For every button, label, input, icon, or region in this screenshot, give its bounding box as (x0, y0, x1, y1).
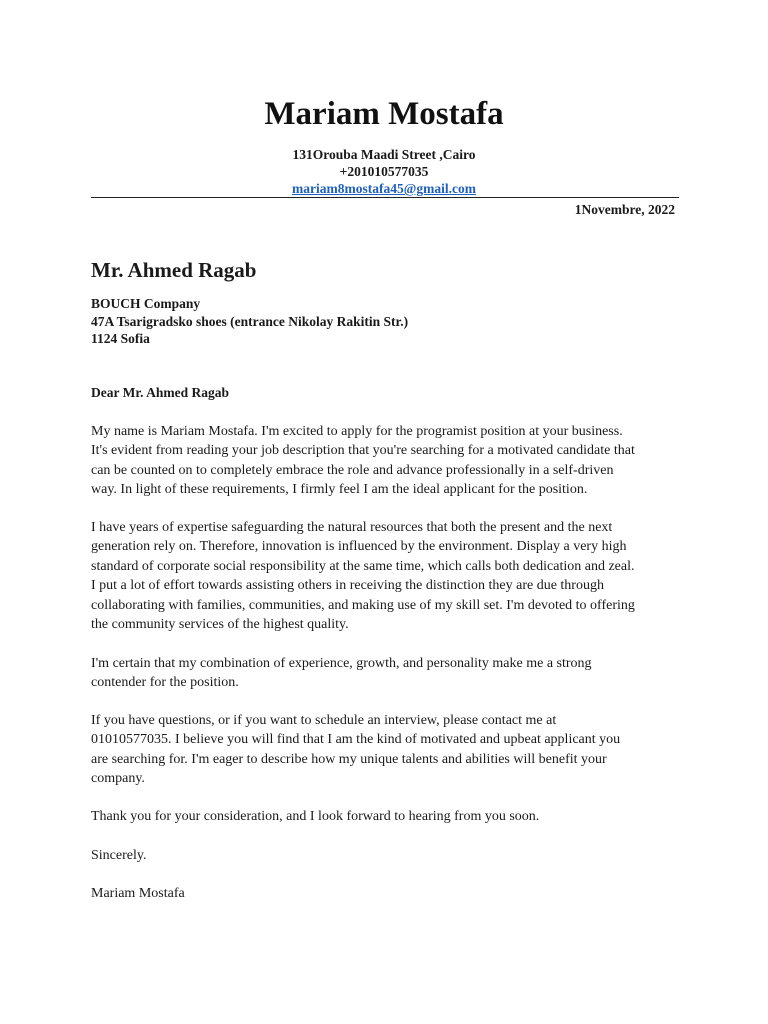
paragraph-line: It's evident from reading your job description that you're searching for a motivated candidate that (91, 443, 635, 459)
sender-address: 131Orouba Maadi Street ,Cairo (292, 147, 476, 162)
paragraph-line: company. (91, 771, 145, 787)
signature-name: Mariam Mostafa (91, 886, 185, 901)
sender-contact-block (0, 146, 768, 197)
paragraph-line: I have years of expertise safeguarding the natural resources that both the present and the next (91, 520, 613, 535)
sender-name: Mariam Mostafa (264, 96, 504, 132)
paragraph-line: If you have questions, or if you want to schedule an interview, please contact me at (91, 713, 557, 728)
body-paragraph-certainty (91, 654, 691, 693)
paragraph-line: standard of corporate social responsibility at the same time, which calls both dedication and zeal. (91, 558, 635, 574)
paragraph-line: I'm certain that my combination of experience, growth, and personality make me a strong (91, 656, 592, 671)
paragraph-line: way. In light of these requirements, I firmly feel I am the ideal applicant for the position. (91, 482, 588, 498)
signature (91, 884, 691, 903)
paragraph-line: I put a lot of effort towards assisting others in receiving the distinction they are due through (91, 578, 604, 594)
sender-email-link[interactable]: mariam8mostafa45@gmail.com (292, 181, 476, 196)
paragraph-line: generation rely on. Therefore, innovation is influenced by the environment. Display a very high (91, 539, 627, 555)
letter-date: 1Novembre, 2022 (574, 202, 675, 217)
recipient-address-block (91, 295, 408, 348)
paragraph-line: Thank you for your consideration, and I look forward to hearing from you soon. (91, 809, 540, 824)
paragraph-line: are searching for. I'm eager to describe how my unique talents and abilities will benefit your (91, 751, 607, 767)
body-paragraph-thanks (91, 807, 691, 826)
paragraph-line: the community services of the highest quality. (91, 617, 349, 633)
salutation: Dear Mr. Ahmed Ragab (91, 385, 229, 400)
paragraph-line: contender for the position. (91, 675, 239, 691)
body-paragraph-experience (91, 518, 691, 634)
body-paragraph-intro (91, 422, 691, 500)
closing (91, 846, 691, 865)
recipient-street: 47A Tsarigradsko shoes (entrance Nikolay Rakitin Str.) (91, 313, 409, 329)
paragraph-line: 01010577035. I believe you will find that I am the kind of motivated and upbeat applicant you (91, 732, 621, 748)
paragraph-line: can be counted on to completely embrace the role and advance professionally in a self-driven (91, 462, 614, 478)
sender-phone: +201010577035 (339, 164, 429, 179)
recipient-city: 1124 Sofia (91, 331, 150, 346)
paragraph-line: My name is Mariam Mostafa. I'm excited to apply for the programist position at your business. (91, 424, 623, 439)
recipient-company: BOUCH Company (91, 296, 201, 311)
closing-line: Sincerely. (91, 848, 147, 863)
header-divider (91, 197, 679, 198)
recipient-name: Mr. Ahmed Ragab (91, 258, 257, 282)
paragraph-line: collaborating with families, communities, and making use of my skill set. I'm devoted to offering (91, 597, 635, 613)
body-paragraph-contact (91, 711, 691, 789)
